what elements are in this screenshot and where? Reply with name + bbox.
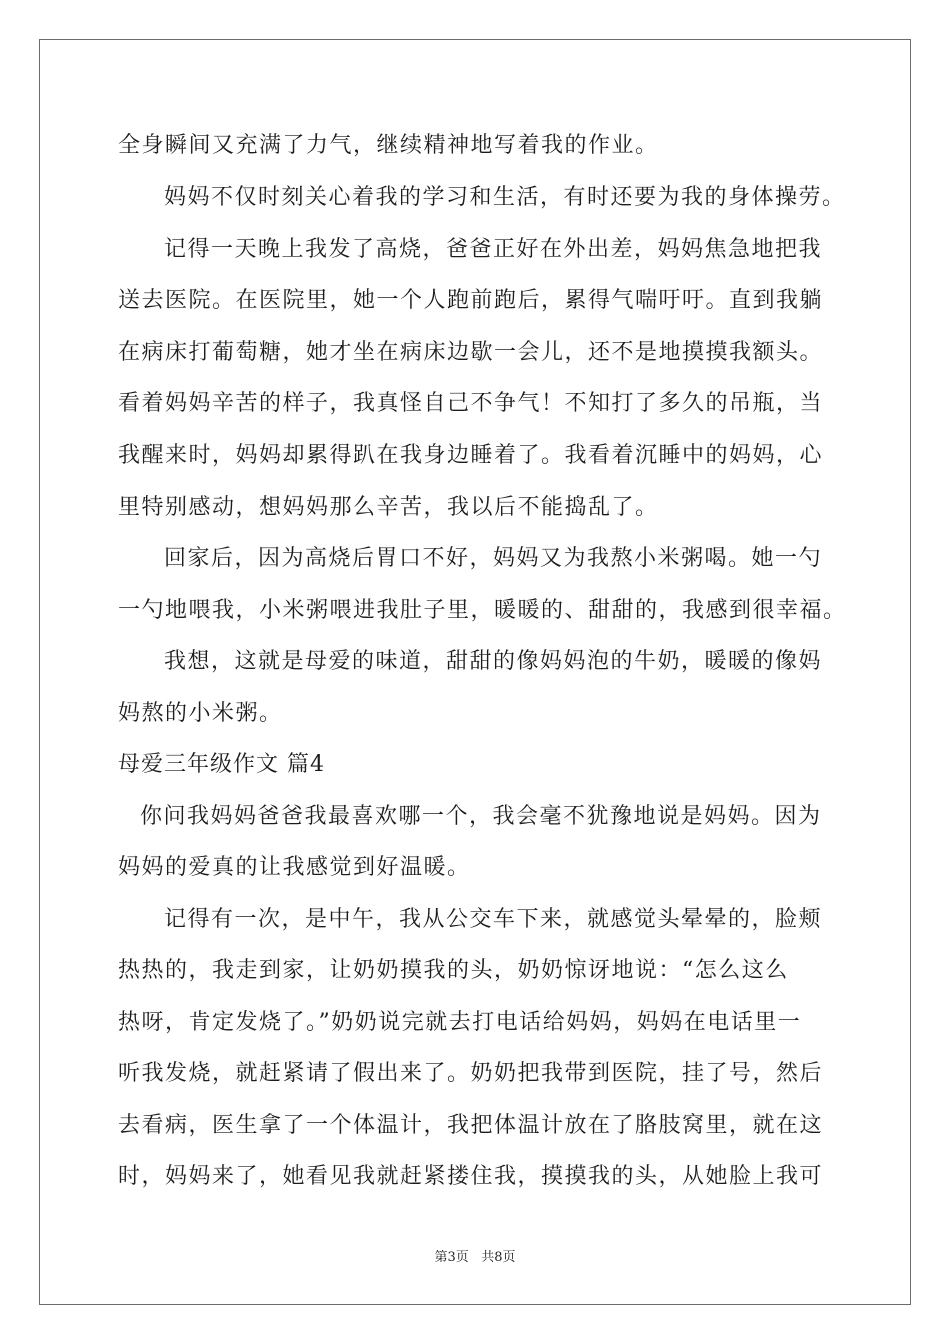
page-footer bbox=[0, 1246, 950, 1265]
text-line: 妈妈的爱真的让我感觉到好温暖。 bbox=[118, 855, 471, 880]
text-line: 记得一天晚上我发了高烧，爸爸正好在外出差，妈妈焦急地把我 bbox=[164, 237, 823, 262]
text-line: 送去医院。在医院里，她一个人跑前跑后，累得气喘吁吁。直到我躺 bbox=[118, 288, 824, 313]
text-line: 热热的，我走到家，让奶奶摸我的头，奶奶惊讶地说：“怎么这么 bbox=[118, 958, 789, 983]
text-line: 时，妈妈来了，她看见我就赶紧搂住我，摸摸我的头，从她脸上我可 bbox=[118, 1164, 824, 1189]
text-line: 我想，这就是母爱的味道，甜甜的像妈妈泡的牛奶，暖暖的像妈 bbox=[164, 649, 823, 674]
text-line: 记得有一次，是中午，我从公交车下来，就感觉头晕晕的，脸颊 bbox=[164, 907, 823, 932]
page-number: 第3页 bbox=[434, 1250, 469, 1265]
text-line: 一勺地喂我，小米粥喂进我肚子里，暖暖的、甜甜的，我感到很幸福。 bbox=[118, 598, 847, 623]
text-line: 我醒来时，妈妈却累得趴在我身边睡着了。我看着沉睡中的妈妈，心 bbox=[118, 443, 824, 468]
text-line: 看着妈妈辛苦的样子，我真怪自己不争气！不知打了多久的吊瓶，当 bbox=[118, 391, 824, 416]
page-total: 共8页 bbox=[481, 1250, 516, 1265]
text-line: 热呀，肯定发烧了。”奶奶说完就去打电话给妈妈，妈妈在电话里一 bbox=[118, 1010, 802, 1035]
text-line: 你问我妈妈爸爸我最喜欢哪一个，我会毫不犹豫地说是妈妈。因为 bbox=[140, 804, 822, 829]
text-line: 在病床打葡萄糖，她才坐在病床边歇一会儿，还不是地摸摸我额头。 bbox=[118, 340, 824, 365]
text-line: 妈妈不仅时刻关心着我的学习和生活，有时还要为我的身体操劳。 bbox=[164, 185, 846, 210]
text-line: 去看病，医生拿了一个体温计，我把体温计放在了胳肢窝里，就在这 bbox=[118, 1113, 824, 1138]
text-line: 全身瞬间又充满了力气，继续精神地写着我的作业。 bbox=[118, 133, 659, 158]
text-line: 回家后，因为高烧后胃口不好，妈妈又为我熬小米粥喝。她一勺 bbox=[164, 546, 823, 571]
section-heading: 母爱三年级作文 篇4 bbox=[118, 752, 325, 777]
text-line: 听我发烧，就赶紧请了假出来了。奶奶把我带到医院，挂了号，然后 bbox=[118, 1061, 824, 1086]
text-line: 里特别感动，想妈妈那么辛苦，我以后不能捣乱了。 bbox=[118, 495, 659, 520]
text-line: 妈熬的小米粥。 bbox=[118, 701, 283, 726]
